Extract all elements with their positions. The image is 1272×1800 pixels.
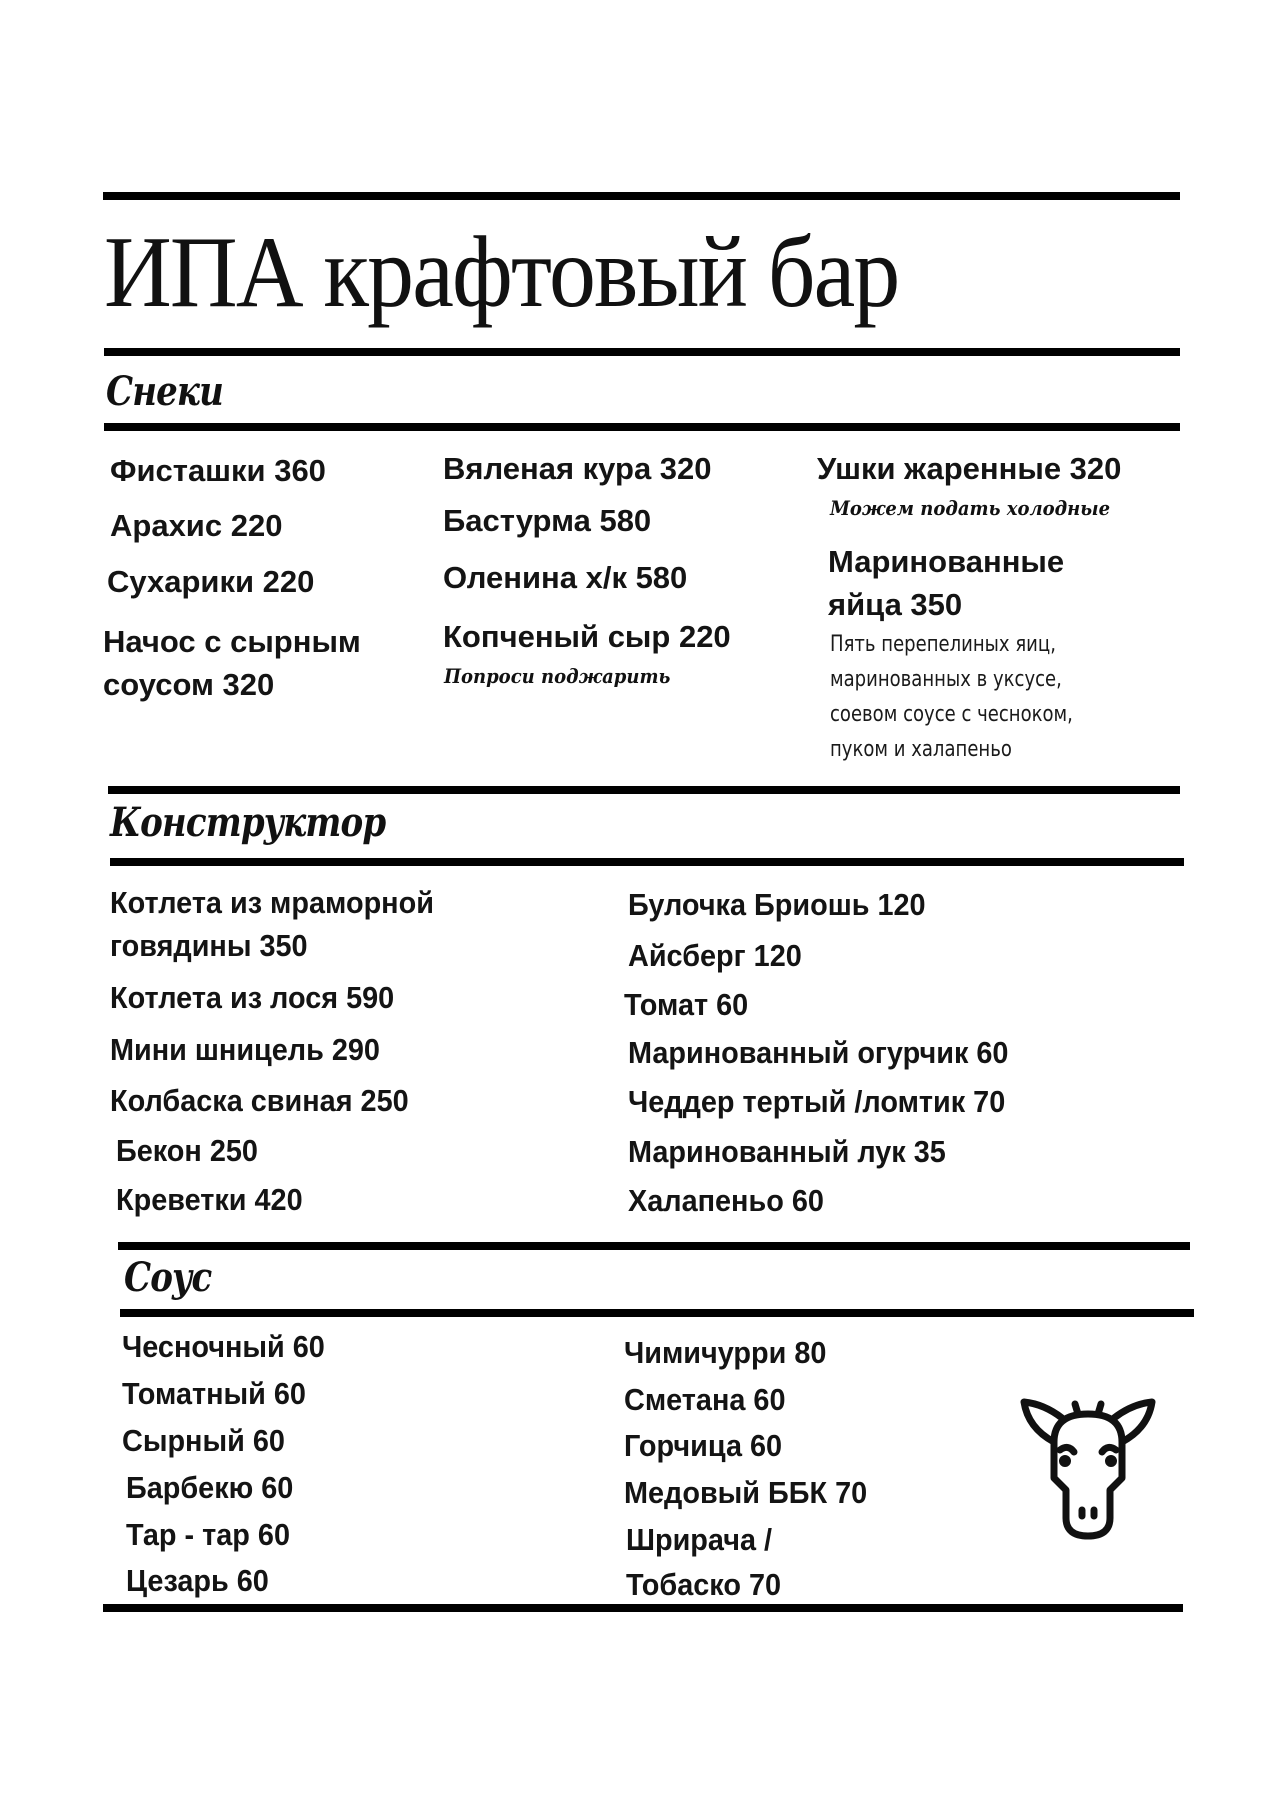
menu-item: Чеддер тертый /ломтик 70: [628, 1084, 1006, 1119]
menu-item: Сырный 60: [122, 1423, 285, 1458]
menu-item-note: Попроси поджарить: [444, 664, 671, 688]
menu-item: Котлета из мраморной: [110, 885, 434, 920]
menu-item: Тобаско 70: [626, 1567, 782, 1602]
menu-item-note: Можем подать холодные: [830, 496, 1111, 520]
menu-item-description: [830, 627, 1073, 767]
menu-item: Копченый сыр 220: [443, 619, 731, 654]
section-heading-sauce: Соус: [124, 1254, 212, 1301]
section-heading-snacks: Снеки: [106, 368, 223, 415]
constructor-top-rule: [108, 786, 1180, 794]
menu-item: Айсберг 120: [628, 938, 802, 973]
menu-item: Оленина х/к 580: [443, 560, 688, 595]
menu-item: Томат 60: [624, 987, 749, 1022]
description-line: соевом соусе с чесноком,: [830, 702, 1073, 727]
menu-item: Маринованные: [828, 544, 1065, 579]
title-bottom-rule: [104, 348, 1180, 356]
menu-item: Горчица 60: [624, 1428, 783, 1463]
description-line: Пять перепелиных яиц,: [830, 632, 1056, 657]
menu-item: Шрирача /: [626, 1522, 773, 1557]
menu-item: Чимичурри 80: [624, 1335, 827, 1370]
menu-item: соусом 320: [103, 667, 275, 702]
menu-item: Мини шницель 290: [110, 1032, 380, 1067]
menu-item: Булочка Бриошь 120: [628, 887, 926, 922]
menu-item: Бастурма 580: [443, 503, 652, 538]
menu-item: Вяленая кура 320: [443, 451, 712, 486]
sauce-heading-rule: [120, 1309, 1194, 1317]
menu-item: Бекон 250: [116, 1133, 258, 1168]
menu-item: Сухарики 220: [107, 564, 315, 599]
menu-item: Томатный 60: [122, 1376, 306, 1411]
menu-item: Чесночный 60: [122, 1329, 325, 1364]
menu-item: Маринованный огурчик 60: [628, 1035, 1009, 1070]
menu-item: Маринованный лук 35: [628, 1134, 946, 1169]
menu-item: Начос с сырным: [103, 624, 361, 659]
deer-head-icon: [1018, 1390, 1158, 1540]
menu-item: Креветки 420: [116, 1182, 303, 1217]
menu-item: Котлета из лося 590: [110, 980, 395, 1015]
menu-item: говядины 350: [110, 928, 308, 963]
menu-item: Халапеньо 60: [628, 1183, 824, 1218]
menu-item: Арахис 220: [110, 508, 283, 543]
section-heading-constructor: Конструктор: [110, 799, 386, 846]
snacks-heading-rule: [104, 423, 1180, 431]
menu-item: Ушки жаренные 320: [817, 451, 1122, 486]
bottom-rule: [103, 1604, 1183, 1612]
menu-item: Медовый ББК 70: [624, 1475, 868, 1510]
menu-item: Фисташки 360: [110, 453, 326, 488]
description-line: пуком и халапеньо: [830, 737, 1012, 762]
menu-item: яйца 350: [828, 587, 963, 622]
page-title: ИПА крафтовый бар: [104, 216, 899, 329]
description-line: маринованных в уксусе,: [830, 667, 1062, 692]
menu-item: Цезарь 60: [126, 1563, 269, 1598]
menu-item: Барбекю 60: [126, 1470, 294, 1505]
sauce-top-rule: [118, 1242, 1190, 1250]
menu-item: Тар - тар 60: [126, 1517, 290, 1552]
constructor-heading-rule: [110, 858, 1184, 866]
menu-item: Колбаска свиная 250: [110, 1083, 409, 1118]
menu-item: Сметана 60: [624, 1382, 786, 1417]
top-rule: [103, 192, 1180, 200]
